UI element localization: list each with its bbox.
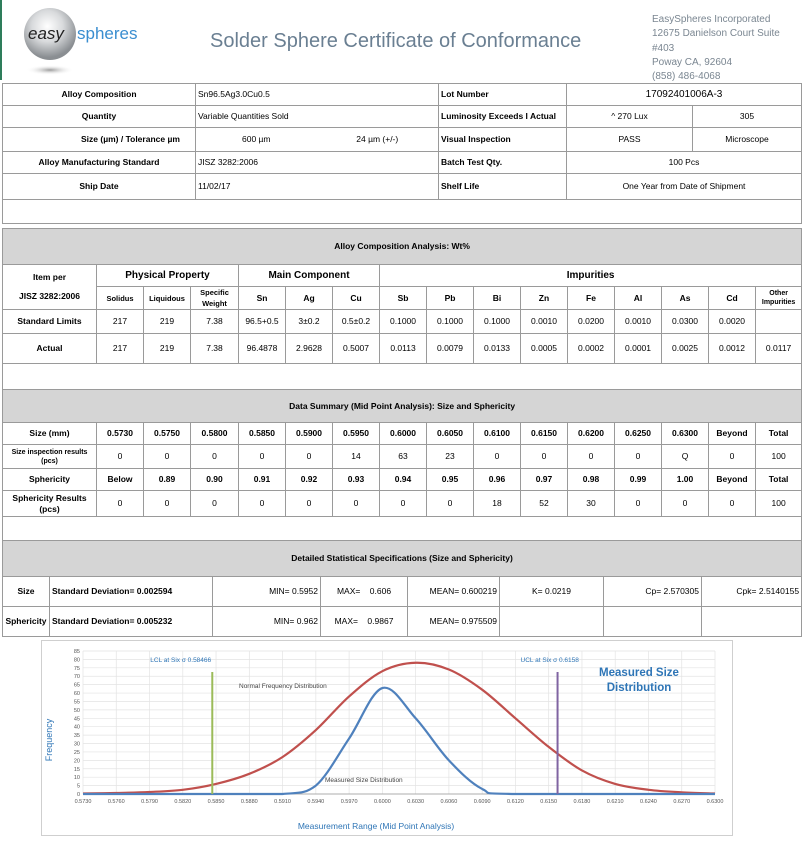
size-cell: 0.5850 [239, 423, 286, 445]
actual-cell: 219 [144, 334, 191, 364]
size-cell: 0.6000 [380, 423, 427, 445]
sphericity-cell: 0.94 [380, 469, 427, 491]
col-other-impurities: Other Impurities [756, 287, 802, 310]
size-cell: 0.6200 [568, 423, 615, 445]
size-result-cell: 0 [97, 445, 144, 469]
lcl-label: LCL at Six σ 0.58466 [150, 657, 212, 664]
luminosity-label: Luminosity Exceeds I Actual [439, 106, 567, 128]
sphericity-result-cell: 0 [191, 491, 239, 517]
sphericity-result-cell: 100 [756, 491, 802, 517]
size-cell: 0.6050 [427, 423, 474, 445]
composition-title: Alloy Composition Analysis: Wt% [3, 229, 802, 265]
distribution-chart [41, 640, 733, 836]
visual-method: Microscope [693, 128, 802, 152]
size-mean: MEAN= 0.600219 [408, 577, 500, 607]
std-cell: 217 [97, 310, 144, 334]
size-cell: Beyond [709, 423, 756, 445]
y-tick-label: 5 [76, 783, 80, 790]
std-cell: 0.1000 [427, 310, 474, 334]
statistics-table [2, 540, 802, 637]
size-result-cell: 0 [521, 445, 568, 469]
column-header-row [3, 287, 802, 310]
col-pb: Pb [427, 287, 474, 310]
actual-cell: 0.0079 [427, 334, 474, 364]
std-cell: 7.38 [191, 310, 239, 334]
y-axis-label: Frequency [44, 718, 54, 762]
company-address [652, 13, 803, 84]
sphericity-result-cell: 0 [662, 491, 709, 517]
sphericity-cell: 0.99 [615, 469, 662, 491]
x-tick-label: 0.5790 [141, 799, 158, 805]
actual-cell: 0.0117 [756, 334, 802, 364]
size-cell: 0.5750 [144, 423, 191, 445]
x-tick-label: 0.6180 [573, 799, 591, 805]
size-result-cell: 0 [191, 445, 239, 469]
y-tick-label: 0 [76, 792, 80, 798]
sphericity-cell: 0.93 [333, 469, 380, 491]
spacer-row [3, 364, 802, 390]
sphericity-cell: Beyond [709, 469, 756, 491]
left-accent-bar [0, 0, 2, 80]
col-cd: Cd [709, 287, 756, 310]
sphericity-result-cell: 0 [615, 491, 662, 517]
x-tick-label: 0.5820 [174, 799, 192, 805]
size-result-cell: 63 [380, 445, 427, 469]
empty-cell [604, 607, 702, 637]
col-liquidous: Liquidous [144, 287, 191, 310]
cp-value: Cp= 2.570305 [604, 577, 702, 607]
sphericity-result-cell: 0 [427, 491, 474, 517]
lot-label: Lot Number [439, 84, 567, 106]
size-result-cell: 100 [756, 445, 802, 469]
sphericity-result-cell: 30 [568, 491, 615, 517]
actual-cell: 7.38 [191, 334, 239, 364]
y-tick-label: 25 [73, 749, 80, 756]
tolerance-value: 24 µm (+/-) [317, 128, 439, 152]
physical-property-header: Physical Property [97, 265, 239, 287]
y-tick-label: 50 [73, 707, 80, 714]
actual-cell: 0.5007 [333, 334, 380, 364]
sphericity-std-dev: Standard Deviation= 0.005232 [50, 607, 213, 637]
standard-label: Alloy Manufacturing Standard [3, 152, 196, 174]
std-cell [756, 310, 802, 334]
sphericity-stats-label: Sphericity [3, 607, 50, 637]
sphericity-result-cell: 18 [474, 491, 521, 517]
size-result-cell: 0 [286, 445, 333, 469]
y-tick-label: 20 [73, 758, 80, 765]
col-specific-weight: Specific Weight [191, 287, 239, 310]
ucl-label: UCL at Six σ 0.6158 [520, 657, 579, 664]
col-al: Al [615, 287, 662, 310]
sphericity-stats-row [3, 607, 802, 637]
size-results-label: Size inspection results (pcs) [3, 445, 97, 469]
sphericity-result-cell: 52 [521, 491, 568, 517]
size-cell: 0.5800 [191, 423, 239, 445]
composition-table [2, 228, 802, 390]
shelf-life-value: One Year from Date of Shipment [567, 174, 802, 200]
info-table [2, 83, 802, 224]
x-tick-label: 0.5850 [207, 799, 225, 805]
x-tick-label: 0.6300 [706, 799, 724, 805]
size-result-cell: 0 [474, 445, 521, 469]
size-max [321, 577, 408, 607]
item-label [3, 265, 97, 310]
std-cell: 219 [144, 310, 191, 334]
x-tick-label: 0.5970 [340, 799, 358, 805]
x-tick-label: 0.5880 [240, 799, 258, 805]
address-line-2: Poway CA, 92604 [652, 56, 733, 68]
size-result-cell: 14 [333, 445, 380, 469]
easyspheres-logo [20, 6, 160, 82]
sphericity-result-cell: 0 [709, 491, 756, 517]
col-as: As [662, 287, 709, 310]
x-tick-label: 0.6030 [407, 799, 425, 805]
x-tick-label: 0.6000 [373, 799, 391, 805]
actual-cell: 0.0133 [474, 334, 521, 364]
col-fe: Fe [568, 287, 615, 310]
size-cell: 0.5730 [97, 423, 144, 445]
size-result-cell: 0 [709, 445, 756, 469]
alloy-value: Sn96.5Ag3.0Cu0.5 [196, 84, 439, 106]
col-sb: Sb [380, 287, 427, 310]
size-result-cell: 0 [144, 445, 191, 469]
sphericity-result-cell: 0 [97, 491, 144, 517]
sphericity-cell: 1.00 [662, 469, 709, 491]
size-stats-row [3, 577, 802, 607]
statistics-title: Detailed Statistical Specifications (Size and Sphericity) [3, 541, 802, 577]
size-max-value: 0.606 [369, 586, 392, 596]
logo-word-easy: easy [28, 24, 64, 43]
page-title: Solder Sphere Certificate of Conformance [210, 30, 582, 52]
y-tick-label: 35 [73, 733, 80, 740]
sphericity-result-cell: 0 [333, 491, 380, 517]
normal-distribution-label: Normal Frequency Distribution [239, 683, 327, 690]
alloy-label: Alloy Composition [3, 84, 196, 106]
x-tick-label: 0.6060 [440, 799, 458, 805]
y-tick-label: 75 [73, 665, 80, 672]
actual-cell: 217 [97, 334, 144, 364]
sphericity-results-label: Sphericity Results (pcs) [3, 491, 97, 517]
sphericity-cell: 0.95 [427, 469, 474, 491]
sphericity-result-cell: 0 [286, 491, 333, 517]
std-cell: 96.5+0.5 [239, 310, 286, 334]
col-sn: Sn [239, 287, 286, 310]
y-tick-label: 85 [73, 649, 80, 655]
size-stats-label: Size [3, 577, 50, 607]
x-tick-label: 0.6210 [606, 799, 624, 805]
standard-limits-row [3, 310, 802, 334]
sphericity-row [3, 469, 802, 491]
shelf-life-label: Shelf Life [439, 174, 567, 200]
y-tick-label: 45 [73, 716, 80, 723]
size-cell: 0.5900 [286, 423, 333, 445]
actual-cell: 96.4878 [239, 334, 286, 364]
luminosity-value: ^ 270 Lux [567, 106, 693, 128]
sphericity-max-label: MAX= [334, 616, 358, 626]
std-cell: 0.1000 [474, 310, 521, 334]
quantity-value: Variable Quantities Sold [196, 106, 439, 128]
x-tick-label: 0.6270 [673, 799, 691, 805]
x-tick-label: 0.5940 [307, 799, 325, 805]
sphericity-cell: 0.98 [568, 469, 615, 491]
actual-cell: 0.0001 [615, 334, 662, 364]
x-tick-label: 0.6120 [507, 799, 524, 805]
y-tick-label: 80 [73, 657, 80, 664]
std-cell: 0.0020 [709, 310, 756, 334]
sphericity-cell: Total [756, 469, 802, 491]
sphericity-cell: 0.96 [474, 469, 521, 491]
cpk-value: Cpk= 2.5140155 [702, 577, 802, 607]
col-zn: Zn [521, 287, 568, 310]
address-line-1: 12675 Danielson Court Suite #403 [652, 28, 780, 54]
sphericity-mean: MEAN= 0.975509 [408, 607, 500, 637]
luminosity-actual: 305 [693, 106, 802, 128]
std-cell: 0.0300 [662, 310, 709, 334]
summary-title: Data Summary (Mid Point Analysis): Size and Sphericity [3, 390, 802, 423]
spacer-row [3, 200, 802, 224]
size-label: Size (µm) / Tolerance µm [3, 128, 196, 152]
y-tick-label: 15 [73, 766, 80, 773]
standard-limits-label: Standard Limits [3, 310, 97, 334]
spacer-row [3, 517, 802, 541]
standard-value: JISZ 3282:2006 [196, 152, 439, 174]
ship-date-value: 11/02/17 [196, 174, 439, 200]
size-std-dev: Standard Deviation= 0.002594 [50, 577, 213, 607]
size-mm-label: Size (mm) [3, 423, 97, 445]
std-cell: 0.1000 [380, 310, 427, 334]
actual-label: Actual [3, 334, 97, 364]
sphericity-cell: 0.89 [144, 469, 191, 491]
size-cell: 0.5950 [333, 423, 380, 445]
size-cell: 0.6250 [615, 423, 662, 445]
size-result-cell: 0 [568, 445, 615, 469]
main-component-header: Main Component [239, 265, 380, 287]
std-cell: 3±0.2 [286, 310, 333, 334]
col-cu: Cu [333, 287, 380, 310]
sphericity-cell: Below [97, 469, 144, 491]
sphericity-cell: 0.91 [239, 469, 286, 491]
sphericity-result-cell: 0 [380, 491, 427, 517]
size-max-label: MAX= [336, 586, 361, 596]
lot-value: 17092401006A-3 [567, 84, 802, 106]
actual-cell: 0.0025 [662, 334, 709, 364]
empty-cell [702, 607, 802, 637]
y-tick-label: 30 [73, 741, 80, 748]
batch-value: 100 Pcs [567, 152, 802, 174]
col-bi: Bi [474, 287, 521, 310]
std-cell: 0.0010 [615, 310, 662, 334]
phone-number: (858) 486-4068 [652, 71, 721, 83]
y-tick-label: 65 [73, 682, 80, 689]
sphericity-cell: 0.97 [521, 469, 568, 491]
x-tick-label: 0.5730 [74, 799, 92, 805]
item-label-line1: Item per [32, 272, 67, 282]
x-tick-label: 0.6240 [640, 799, 657, 805]
sphericity-min: MIN= 0.962 [213, 607, 321, 637]
x-tick-label: 0.5760 [107, 799, 125, 805]
y-tick-label: 40 [73, 724, 80, 731]
x-axis-label: Measurement Range (Mid Point Analysis) [297, 821, 455, 831]
size-result-cell: 0 [239, 445, 286, 469]
std-cell: 0.0010 [521, 310, 568, 334]
sphericity-cell: 0.92 [286, 469, 333, 491]
sphericity-result-cell: 0 [239, 491, 286, 517]
x-tick-label: 0.5910 [274, 799, 291, 805]
sphericity-result-cell: 0 [144, 491, 191, 517]
actual-cell: 0.0113 [380, 334, 427, 364]
size-result-cell: Q [662, 445, 709, 469]
sphericity-label: Sphericity [3, 469, 97, 491]
std-cell: 0.5±0.2 [333, 310, 380, 334]
logo-word-spheres: spheres [77, 24, 138, 43]
y-tick-label: 55 [73, 699, 80, 706]
batch-label: Batch Test Qty. [439, 152, 567, 174]
size-result-cell: 0 [615, 445, 662, 469]
size-value: 600 µm [196, 128, 317, 152]
size-min: MIN= 0.5952 [213, 577, 321, 607]
actual-cell: 0.0002 [568, 334, 615, 364]
size-row [3, 423, 802, 445]
x-tick-label: 0.6150 [540, 799, 558, 805]
size-results-row [3, 445, 802, 469]
k-value: K= 0.0219 [500, 577, 604, 607]
visual-label: Visual Inspection [439, 128, 567, 152]
ship-date-label: Ship Date [3, 174, 196, 200]
y-tick-label: 70 [73, 674, 80, 681]
summary-table [2, 389, 802, 541]
item-label-line2: JISZ 3282:2006 [19, 291, 80, 301]
quantity-label: Quantity [3, 106, 196, 128]
size-cell: 0.6300 [662, 423, 709, 445]
y-tick-label: 60 [73, 691, 80, 698]
empty-cell [500, 607, 604, 637]
sphericity-max [321, 607, 408, 637]
actual-cell: 0.0005 [521, 334, 568, 364]
sphericity-max-value: 0.9867 [367, 616, 394, 626]
actual-cell: 2.9628 [286, 334, 333, 364]
size-cell: Total [756, 423, 802, 445]
visual-value: PASS [567, 128, 693, 152]
size-result-cell: 23 [427, 445, 474, 469]
size-cell: 0.6100 [474, 423, 521, 445]
std-cell: 0.0200 [568, 310, 615, 334]
actual-cell: 0.0012 [709, 334, 756, 364]
actual-row [3, 334, 802, 364]
sphericity-results-row [3, 491, 802, 517]
col-ag: Ag [286, 287, 333, 310]
impurities-header: Impurities [380, 265, 802, 287]
col-solidus: Solidus [97, 287, 144, 310]
legend-title: Measured Size Distribution [599, 667, 679, 694]
y-tick-label: 10 [73, 775, 80, 782]
sphericity-cell: 0.90 [191, 469, 239, 491]
x-tick-label: 0.6090 [473, 799, 491, 805]
size-cell: 0.6150 [521, 423, 568, 445]
measured-distribution-label: Measured Size Distribution [325, 777, 403, 784]
company-name: EasySpheres Incorporated [652, 14, 771, 25]
